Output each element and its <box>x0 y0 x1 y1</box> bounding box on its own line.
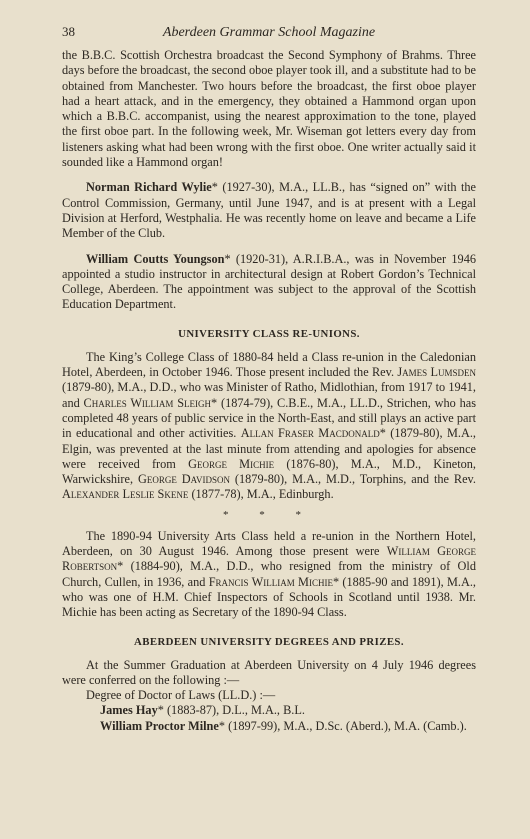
section-heading-class-reunions: UNIVERSITY CLASS RE-UNIONS. <box>178 327 360 340</box>
person-name: George Michie <box>188 456 275 471</box>
degree-recipient: James Hay* (1883-87), D.L., M.A., B.L. <box>100 703 305 718</box>
paragraph-graduation: At the Summer Graduation at Aberdeen University on 4 July 1946 degrees were conferred on the following :— <box>62 657 476 687</box>
paragraph-youngson: William Coutts Youngson* (1920-31), A.R.I.B.A., was in November 1946 appointed a studio instructor in architectural design at Robert Gordon’s Technical College, Aberdeen. The appointment was subject to the approval of the Scottish Education Department. <box>62 251 476 312</box>
degree-recipient: William Proctor Milne* (1897-99), M.A., D.Sc. (Aberd.), M.A. (Camb.). <box>100 718 467 733</box>
person-name: James Hay <box>100 703 158 718</box>
paragraph-wylie: Norman Richard Wylie* (1927-30), M.A., LL.B., has “signed on” with the Control Commission, Germany, until June 1947, and is at present with a Legal Division at Herford, Westphalia. He was recently home on leave and became a Life Member of the Club. <box>62 180 476 241</box>
person-name: Francis William Michie <box>208 574 333 589</box>
person-name: Charles William Sleigh <box>83 395 212 410</box>
degree-type-label: Degree of Doctor of Laws (LL.D.) :— <box>86 688 276 703</box>
person-name: Alexander Leslie Skene <box>62 487 189 502</box>
person-name: George Davidson <box>137 472 230 487</box>
paragraph-broadcast: the B.B.C. Scottish Orchestra broadcast the Second Symphony of Brahms. Three days before the broadcast, the second oboe player took ill, and a substitute had to be obtained from Manchester. Two hours before the broadcast, the first oboe player had a heart attack, and in the emergency, they obtained a Hammond organ upon which a B.B.C. accompanist, using the nearest approximation to the tone, played the first oboe part. In the following week, Mr. Wiseman got letters every day from listeners asking what had been wrong with the first oboe. One writer actually said it sounded like a Hammond organ! <box>62 48 476 170</box>
section-divider-stars: * * * <box>223 508 315 521</box>
page-number: 38 <box>62 24 75 39</box>
person-name: Allan Fraser Macdonald <box>240 426 380 441</box>
running-title: Aberdeen Grammar School Magazine <box>162 25 376 40</box>
person-name: William Proctor Milne <box>100 718 219 733</box>
person-name: Norman Richard Wylie <box>86 180 212 195</box>
paragraph-kings-college: The King’s College Class of 1880-84 held a Class re-union in the Caledonian Hotel, Aberdeen, in October 1946. Those present included the Rev. James Lumsden (1879-80), M.A., D.D., who was Minister of Ratho, Midlothian, from 1917 to 1941, and Charles William Sleigh* (1874-79), C.B.E., M.A., LL.D., Strichen, who has completed 48 years of public service in the North-East, and still plays an active part in educational and other activities. Allan Fraser Macdonald* (1879-80), M.A., Elgin, was prevented at the last minute from attending and apologies for absence were received from George Michie (1876-80), M.A., M.D., Kineton, Warwickshire, George Davidson (1879-80), M.A., M.D., Torphins, and the Rev. Alexander Leslie Skene (1877-78), M.A., Edinburgh. <box>62 349 476 502</box>
person-name: James Lumsden <box>397 365 476 380</box>
person-name: William George Robertson <box>62 544 476 574</box>
section-heading-degrees: ABERDEEN UNIVERSITY DEGREES AND PRIZES. <box>134 635 404 648</box>
person-name: William Coutts Youngson <box>86 251 225 266</box>
paragraph-arts-class: The 1890-94 University Arts Class held a re-union in the Northern Hotel, Aberdeen, on 30 August 1946. Among those present were William George Robertson* (1884-90), M.A., D.D., who resigned from the ministry of Old Church, Cullen, in 1936, and Francis William Michie* (1885-90 and 1891), M.A., who was one of H.M. Chief Inspectors of Schools in Scotland until 1938. Mr. Michie has been acting as Secretary of the 1890-94 Class. <box>62 528 476 620</box>
running-head <box>62 24 476 44</box>
